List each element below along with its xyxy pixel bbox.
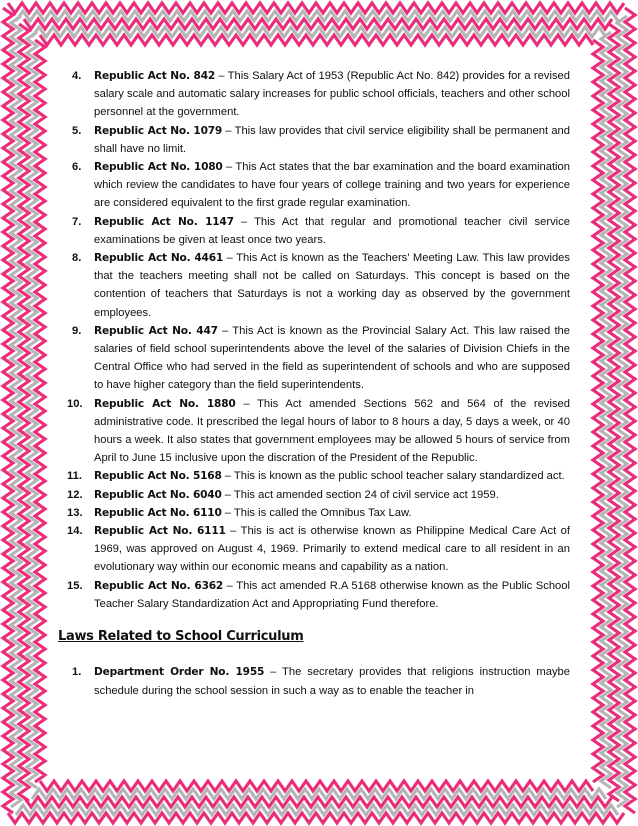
item-number: 15.: [67, 579, 83, 592]
list-item: [67, 504, 570, 522]
section-heading: Laws Related to School Curriculum: [58, 629, 304, 645]
act-description: – This Act is known as the Provincial Salary Act. This law raised the salaries of field school superintendents above the level of the salaries of Division Chiefs in the Central Office who had served in the field as superintendent of schools and who are supposed to have higher category than the field superintendents.: [94, 324, 571, 392]
act-description: – This Act is known as the Teachers’ Meeting Law. This law provides that the teachers meeting shall not be called on Saturdays. This concept is based on the contention of teachers that Saturdays is not a working day as observed by the government employees.: [94, 252, 571, 319]
list-item: [67, 486, 570, 504]
order-description: – The secretary provides that religions instruction maybe schedule during the school session in such a way as to enable the teacher in: [94, 666, 570, 697]
list-item: [67, 522, 570, 577]
item-number: 14.: [67, 525, 83, 538]
list-item: [72, 67, 570, 122]
act-title: Republic Act No. 1880: [94, 397, 236, 410]
act-description: – This Act states that the bar examination and the board examination which review the candidates to have four years of college training and two years for experience are considered equivalent to the first grade regular examination.: [94, 161, 570, 210]
act-description: – This is known as the public school teacher salary standardized act.: [221, 470, 565, 483]
item-number: 10.: [67, 397, 83, 410]
act-description: – This Act that regular and promotional teacher civil service examinations be given at least once two years.: [94, 215, 570, 246]
item-number: 13.: [67, 506, 83, 519]
item-number: 12.: [67, 488, 83, 501]
document-page: [58, 67, 571, 700]
act-description: – This law provides that civil service eligibility shall be permanent and shall have no limit.: [94, 124, 570, 155]
list-item: [72, 322, 570, 395]
item-number: 6.: [72, 161, 82, 174]
act-title: Republic Act No. 5168: [94, 470, 222, 483]
act-title: Republic Act No. 4461: [94, 252, 224, 265]
order-title: Department Order No. 1955: [94, 666, 265, 679]
list-item: [72, 122, 570, 158]
item-number: 11.: [67, 470, 82, 483]
act-title: Republic Act No. 1079: [94, 124, 223, 137]
list-item: [72, 158, 570, 213]
act-description: – This is called the Omnibus Tax Law.: [221, 506, 412, 519]
act-title: Republic Act No. 6040: [94, 488, 222, 501]
act-title: Republic Act No. 6110: [94, 506, 222, 519]
list-item: [72, 663, 570, 699]
item-number: 1.: [72, 666, 82, 679]
act-title: Republic Act No. 842: [94, 70, 216, 82]
act-title: Republic Act No. 1080: [94, 161, 223, 174]
act-title: Republic Act No. 6362: [94, 579, 224, 592]
list-item: [67, 467, 570, 485]
list-item: [72, 213, 570, 249]
list-item: [67, 577, 570, 613]
act-description: – This Act amended Sections 562 and 564 of the revised administrative code. It prescribed the legal hours of labor to 8 hours a day, 5 days a week, or 40 hours a week. It also states that government employees may be allowed 5 hours of service from April to June 15 inclusive upon the discration of the President of the Republic.: [94, 397, 570, 465]
item-number: 5.: [72, 124, 82, 137]
act-description: – This Salary Act of 1953 (Republic Act No. 842) provides for a revised salary scale and automatic salary increases for public school officials, teachers and other school personnel at the government.: [94, 70, 570, 119]
act-description: – This is act is otherwise known as Philippine Medical Care Act of 1969, was approved on August 4, 1969. Primarily to extend medical care to all resident in an evolutionary way within our economic means and capability as a nation.: [94, 525, 570, 574]
item-number: 4.: [72, 70, 82, 82]
act-title: Republic Act No. 6111: [94, 525, 226, 538]
curriculum-laws-list: [72, 663, 570, 699]
list-item: [72, 249, 570, 322]
item-number: 7.: [72, 215, 82, 228]
item-number: 8.: [72, 252, 82, 265]
act-description: – This act amended section 24 of civil service act 1959.: [221, 488, 499, 501]
item-number: 9.: [72, 324, 82, 337]
republic-acts-list: [67, 67, 571, 613]
act-title: Republic Act No. 1147: [94, 215, 234, 228]
act-title: Republic Act No. 447: [94, 324, 218, 337]
act-description: – This act amended R.A 5168 otherwise known as the Public School Teacher Salary Standardization Act and Appropriating Fund therefore.: [94, 579, 570, 610]
list-item: [67, 395, 570, 468]
